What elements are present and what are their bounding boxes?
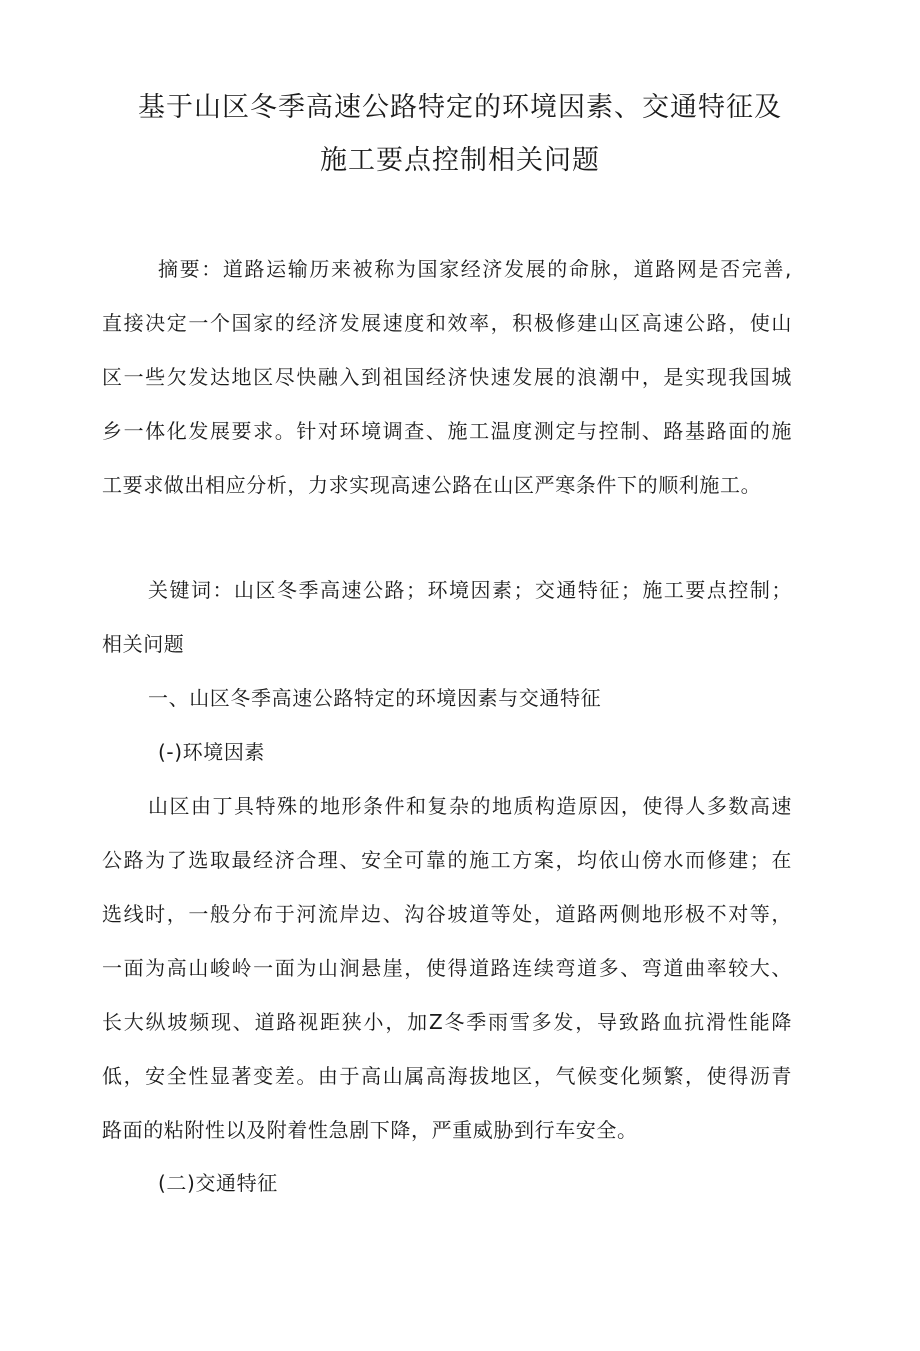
paragraph-line-4: 一面为高山峻岭一面为山涧悬崖，使得道路连续弯道多、弯道曲率较大、 (102, 956, 792, 980)
keywords-line-2: 相关问题 (102, 632, 185, 656)
abstract-line-1: 摘要：道路运输历来被称为国家经济发展的命脉，道路网是否完善, (158, 257, 792, 281)
abstract-line-3: 区一些欠发达地区尽快融入到祖国经济快速发展的浪潮中，是实现我国城 (102, 365, 792, 389)
paragraph-line-6: 低，安全性显著变差。由于高山属高海拔地区，气候变化频繁，使得沥青 (102, 1064, 792, 1088)
abstract-line-5: 工要求做出相应分析，力求实现高速公路在山区严寒条件下的顺利施工。 (102, 473, 762, 497)
paragraph-line-2: 公路为了选取最经济合理、安全可靠的施工方案，均依山傍水而修建；在 (102, 848, 792, 872)
subsection-heading-traffic: (二)交通特征 (158, 1171, 278, 1195)
paragraph-line-7: 路面的粘附性以及附着性急剧下降，严重威胁到行车安全。 (102, 1118, 638, 1142)
keywords-line-1: 关键词：山区冬季高速公路；环境因素；交通特征；施工要点控制； (148, 578, 792, 602)
paragraph-line-1: 山区由丁具特殊的地形条件和复杂的地质构造原因，使得人多数高速 (148, 794, 792, 818)
document-title-line-2: 施工要点控制相关问题 (320, 145, 600, 176)
paragraph-line-5: 长大纵坡频现、道路视距狭小，加Z冬季雨雪多发，导致路血抗滑性能降 (102, 1010, 792, 1034)
document-title-line-1: 基于山区冬季高速公路特定的环境因素、交通特征及 (138, 92, 782, 123)
section-heading: 一、山区冬季高速公路特定的环境因素与交通特征 (148, 686, 602, 710)
abstract-line-4: 乡一体化发展要求。针对环境调查、施工温度测定与控制、路基路面的施 (102, 419, 792, 443)
subsection-heading-environment: (-)环境因素 (158, 740, 266, 764)
abstract-line-2: 直接决定一个国家的经济发展速度和效率，积极修建山区高速公路，使山 (102, 311, 792, 335)
paragraph-line-3: 选线时，一般分布于河流岸边、沟谷坡道等处，道路两侧地形极不对等， (102, 902, 792, 926)
